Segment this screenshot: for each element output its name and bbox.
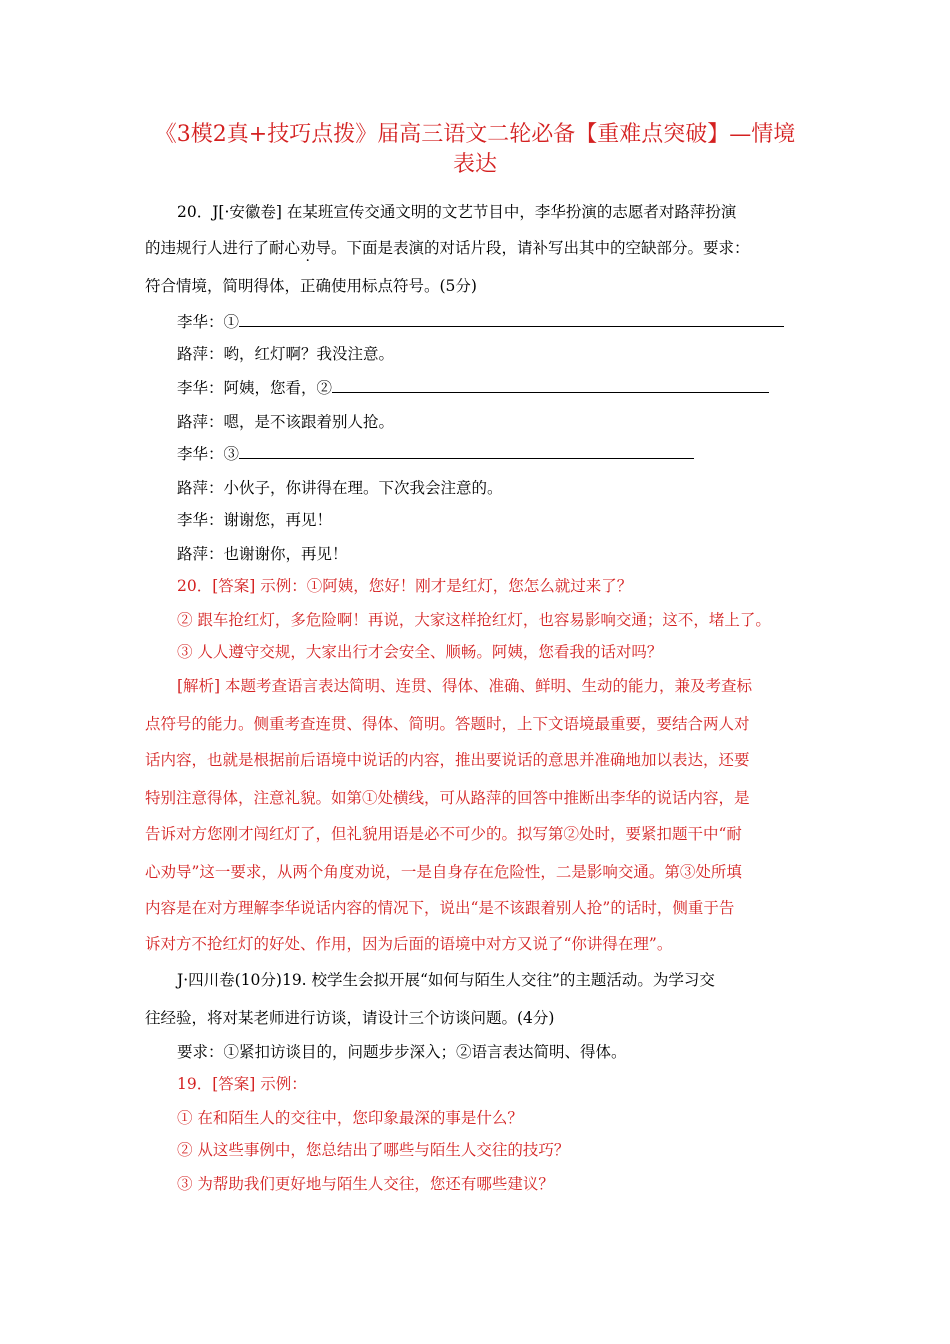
dialogue-line-7: 李华：谢谢您，再见！ [177,511,333,529]
a20-explain-6: 心劝导”这一要求，从两个角度劝说，一是自身存在危险性，二是影响交通。第③处所填 [145,863,742,881]
dialogue-line-5 [177,444,810,464]
a20-explain-2: 点符号的能力。侧重考查连贯、得体、简明。答题时，上下文语境最重要，要结合两人对 [145,715,750,733]
document-title [140,120,810,180]
a19-line-3: ② 从这些事例中，您总结出了哪些与陌生人交往的技巧？ [177,1141,570,1159]
dialogue-line-6: 路萍：小伙子，你讲得在理。下次我会注意的。 [177,479,503,497]
q20-intro-line-2 [145,238,810,258]
a19-line-2: ① 在和陌生人的交往中，您印象最深的事是什么？ [177,1109,523,1127]
dialogue-line-4: 路萍：嗯，是不该跟着别人抢。 [177,413,395,431]
a20-line-1: 20．[答案] 示例：①阿姨，您好！刚才是红灯，您怎么就过来了？ [177,577,633,595]
title-line-2: 表达 [452,152,497,177]
q20-intro-line-1: 20．J[·安徽卷] 在某班宣传交通文明的文艺节目中，李华扮演的志愿者对路萍扮演 [177,203,737,221]
a20-line-3: ③ 人人遵守交规，大家出行才会安全、顺畅。阿姨，您看我的话对吗？ [177,643,663,661]
a20-explain-1: [解析] 本题考查语言表达简明、连贯、得体、准确、鲜明、生动的能力，兼及考查标 [177,677,753,695]
a20-explain-8: 诉对方不抢红灯的好处、作用，因为后面的语境中对方又说了“你讲得在理”。 [145,935,673,953]
q19-line-3: 要求：①紧扣访谈目的，问题步步深入；②语言表达简明、得体。 [177,1043,627,1061]
dialogue-line-3 [177,378,810,398]
dialogue-speaker-text: 李华：③ [177,445,240,463]
a20-explain-4: 特别注意得体，注意礼貌。如第①处横线，可从路萍的回答中推断出李华的说话内容，是 [145,789,750,807]
a20-line-2: ② 跟车抢红灯，多危险啊！再说，大家这样抢红灯，也容易影响交通；这不，堵上了。 [177,611,771,629]
dialogue-line-8: 路萍：也谢谢你，再见！ [177,545,348,563]
title-line-1: 《3模2真+技巧点拨》届高三语文二轮必备【重难点突破】—情境 [154,122,796,147]
q19-line-1: J·四川卷(10分)19. 校学生会拟开展“如何与陌生人交往”的主题活动。为学习交 [177,971,715,989]
a20-explain-7: 内容是在对方理解李华说话内容的情况下，说出“是不该跟着别人抢”的话时，侧重于告 [145,899,735,917]
answer-blank-3 [239,444,694,459]
dialogue-line-1 [177,312,810,332]
a19-line-4: ③ 为帮助我们更好地与陌生人交往，您还有哪些建议？ [177,1175,554,1193]
q20-intro-2a: 的违规行人进行了耐心 [145,239,301,257]
dialogue-speaker-text: 李华：① [177,313,240,331]
a20-explain-5: 告诉对方您刚才闯红灯了，但礼貌用语是必不可少的。拟写第②处时，要紧扣题干中“耐 [145,825,742,843]
dialogue-speaker-text: 李华：阿姨，您看，② [177,379,333,397]
q19-line-2: 往经验，将对某老师进行访谈，请设计三个访谈问题。(4分) [145,1009,555,1027]
dialogue-line-2: 路萍：哟，红灯啊？我没注意。 [177,345,395,363]
answer-blank-1 [239,312,784,327]
a20-explain-3: 话内容，也就是根据前后语境中说话的内容，推出要说话的意思并准确地加以表达，还要 [145,751,750,769]
emphasis-dot-char: 劝 [300,239,316,257]
a19-line-1: 19．[答案] 示例： [177,1075,307,1093]
answer-blank-2 [332,378,769,393]
q20-intro-2b: 导。下面是表演的对话片段，请补写出其中的空缺部分。要求： [315,239,750,257]
q20-intro-line-3: 符合情境，简明得体，正确使用标点符号。(5分) [145,277,477,295]
